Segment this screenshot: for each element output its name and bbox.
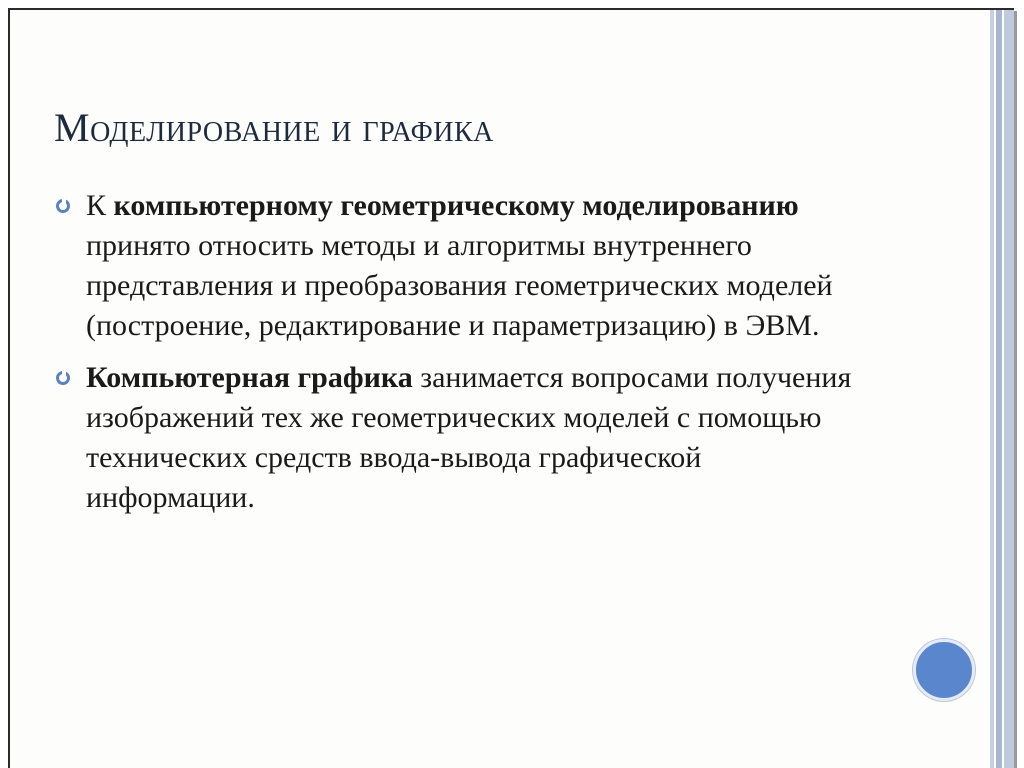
decor-stripe — [1004, 10, 1014, 768]
bullet-lead-text: К — [86, 189, 114, 222]
bullet-bold-term: Компьютерная графика — [86, 361, 413, 394]
blue-circle-icon — [913, 639, 975, 701]
bullet-list — [54, 186, 854, 530]
bullet-rest-text: принято относить методы и алгоритмы внутреннего представления и преобразования геометрических моделей (построение, редактирование и параметризацию) в ЭВМ. — [86, 229, 833, 342]
bullet-item — [54, 186, 854, 346]
slide-title: Моделирование и графика — [54, 105, 494, 150]
bullet-bold-term: компьютерному геометрическому моделированию — [113, 189, 799, 222]
bullet-circle-icon — [56, 199, 70, 213]
bullet-rest-text: занимается вопросами получения изображений тех же геометрических моделей с помощью технических средств ввода-вывода графической информации. — [86, 361, 852, 514]
bullet-item — [54, 358, 854, 518]
bullet-circle-icon — [56, 371, 70, 385]
